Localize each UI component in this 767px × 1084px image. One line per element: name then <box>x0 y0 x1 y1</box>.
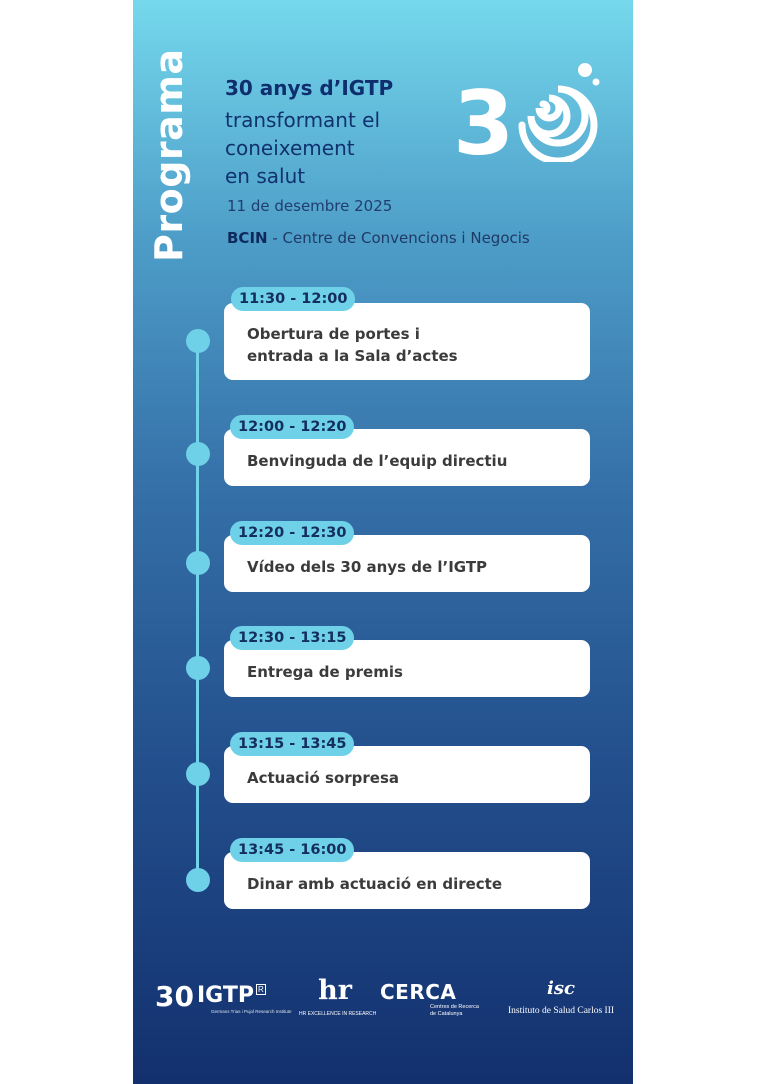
time-badge: 13:45 - 16:00 <box>230 838 354 862</box>
igtp-caption: Germans Trias i Pujol Research Institute <box>211 1009 292 1014</box>
subtitle-line: coneixement <box>225 136 355 160</box>
event-venue <box>227 229 530 247</box>
cerca-name: CERCA <box>380 980 457 1004</box>
program-poster <box>133 0 633 1084</box>
timeline-dot <box>186 762 210 786</box>
event-subtitle <box>225 106 380 190</box>
vertical-title: Programa <box>147 48 191 262</box>
hr-icon: hr <box>318 975 352 1006</box>
cerca-caption-line: de Catalunya <box>430 1011 463 1017</box>
cerca-caption-line: Centres de Recerca <box>430 1004 479 1010</box>
anniversary-30-logo <box>451 60 601 162</box>
subtitle-line: transformant el <box>225 108 381 132</box>
isciii-name: Instituto de Salud Carlos III <box>507 1006 615 1016</box>
igtp-30-mark: 30 <box>155 980 194 1013</box>
time-badge: 12:20 - 12:30 <box>230 521 354 545</box>
timeline-dot <box>186 868 210 892</box>
partner-logos <box>133 970 633 1030</box>
schedule-title: Vídeo dels 30 anys de l’IGTP <box>247 558 488 576</box>
hr-excellence-logo <box>299 975 377 1017</box>
schedule-card <box>224 303 590 380</box>
timeline-dot <box>186 551 210 575</box>
time-badge: 12:30 - 13:15 <box>230 626 354 650</box>
event-date: 11 de desembre 2025 <box>227 197 393 215</box>
event-title: 30 anys d’IGTP <box>225 76 394 100</box>
igtp-name: IGTP <box>196 983 254 1008</box>
schedule-title: Entrega de premis <box>247 663 403 681</box>
cerca-logo <box>380 980 479 1018</box>
hr-caption: HR EXCELLENCE IN RESEARCH <box>299 1011 377 1017</box>
igtp-logo <box>155 980 292 1014</box>
logo-3-glyph: 3 <box>453 72 515 162</box>
timeline-dot <box>186 656 210 680</box>
schedule-title <box>247 323 458 367</box>
timeline-line <box>196 340 199 880</box>
time-badge: 11:30 - 12:00 <box>231 287 355 311</box>
subtitle-line: en salut <box>225 164 306 188</box>
schedule-title: Benvinguda de l’equip directiu <box>247 452 508 470</box>
timeline-dot <box>186 329 210 353</box>
schedule-title: Actuació sorpresa <box>247 769 400 787</box>
venue-name: - Centre de Convencions i Negocis <box>267 229 530 247</box>
timeline-dot <box>186 442 210 466</box>
cerca-caption <box>430 1004 479 1018</box>
time-badge: 12:00 - 12:20 <box>230 415 354 439</box>
logo-dot-large <box>578 63 592 77</box>
schedule-title: Dinar amb actuació en directe <box>247 875 503 893</box>
time-badge: 13:15 - 13:45 <box>230 732 354 756</box>
isciii-icon: isc <box>547 978 575 999</box>
isciii-logo <box>499 978 623 1016</box>
logo-dot-small <box>593 79 600 86</box>
schedule-title-line: entrada a la Sala d’actes <box>247 347 458 365</box>
schedule-title-line: Obertura de portes i <box>247 325 420 343</box>
igtp-registered-mark: R <box>257 985 264 994</box>
venue-short: BCIN <box>227 229 268 247</box>
spiral-icon <box>522 89 594 161</box>
